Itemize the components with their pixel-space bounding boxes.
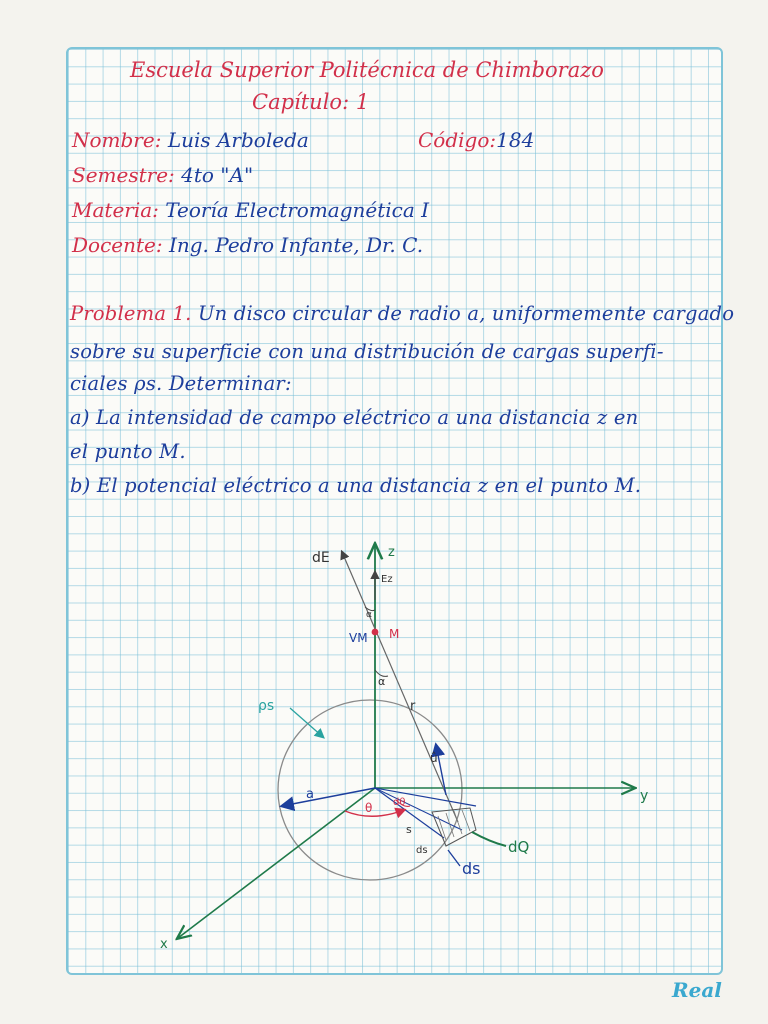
label-r: r [410, 699, 416, 714]
label-u-hat: û [430, 751, 438, 765]
label-alpha-top: α [366, 610, 372, 620]
label-y: y [640, 788, 649, 804]
label-dq: dQ [508, 838, 530, 856]
label-s: s [406, 823, 412, 836]
radial-line-3 [375, 788, 462, 830]
subject-label: Materia: [72, 198, 159, 222]
problem-line-6: b) El potencial eléctrico a una distancia z en el punto M. [70, 474, 642, 497]
name-label: Nombre: [72, 128, 162, 152]
label-de: dE [312, 550, 330, 566]
problem-line-5: el punto M. [70, 440, 186, 463]
dq-pointer [472, 832, 506, 846]
semester-value: 4to "A" [181, 163, 254, 187]
label-theta: θ [365, 801, 373, 815]
rho-s-pointer [290, 708, 323, 737]
label-rho-s: ρs [258, 698, 275, 714]
subject-value: Teoría Electromagnética I [165, 198, 430, 222]
label-ds-small: ds [416, 845, 428, 856]
label-alpha: α [378, 675, 386, 688]
semester-label: Semestre: [72, 163, 175, 187]
theta-arc [345, 810, 404, 816]
point-m [372, 629, 379, 636]
brand-logo: Real [672, 978, 722, 1002]
problem-label: Problema 1. [70, 302, 192, 325]
chapter-title: Capítulo: 1 [252, 90, 370, 114]
label-vm: VM [349, 631, 368, 645]
label-x: x [160, 937, 168, 952]
r-line [342, 552, 458, 822]
ds-pointer [448, 850, 460, 866]
teacher-value: Ing. Pedro Infante, Dr. C. [168, 233, 424, 257]
code-value: 184 [496, 128, 535, 152]
label-ds: ds [462, 859, 481, 878]
label-z: z [388, 545, 395, 560]
problem-line-2: sobre su superficie con una distribución de cargas superfi- [70, 340, 664, 363]
problem-line-4: a) La intensidad de campo eléctrico a una distancia z en [70, 406, 639, 429]
problem-line-1: Problema 1. Un disco circular de radio a, uniformemente cargado [70, 302, 735, 325]
radius-a [282, 788, 375, 806]
label-m: M [389, 627, 400, 641]
name-value: Luis Arboleda [167, 128, 309, 152]
school-title: Escuela Superior Politécnica de Chimborazo [130, 58, 604, 82]
code-label: Código: [418, 128, 497, 152]
label-a: a [306, 787, 314, 802]
teacher-label: Docente: [72, 233, 163, 257]
problem-line-3: ciales ρs. Determinar: [70, 372, 292, 395]
label-dtheta: dθ [393, 797, 406, 808]
label-ez: Ez [381, 574, 393, 585]
radial-line-1 [375, 788, 476, 806]
